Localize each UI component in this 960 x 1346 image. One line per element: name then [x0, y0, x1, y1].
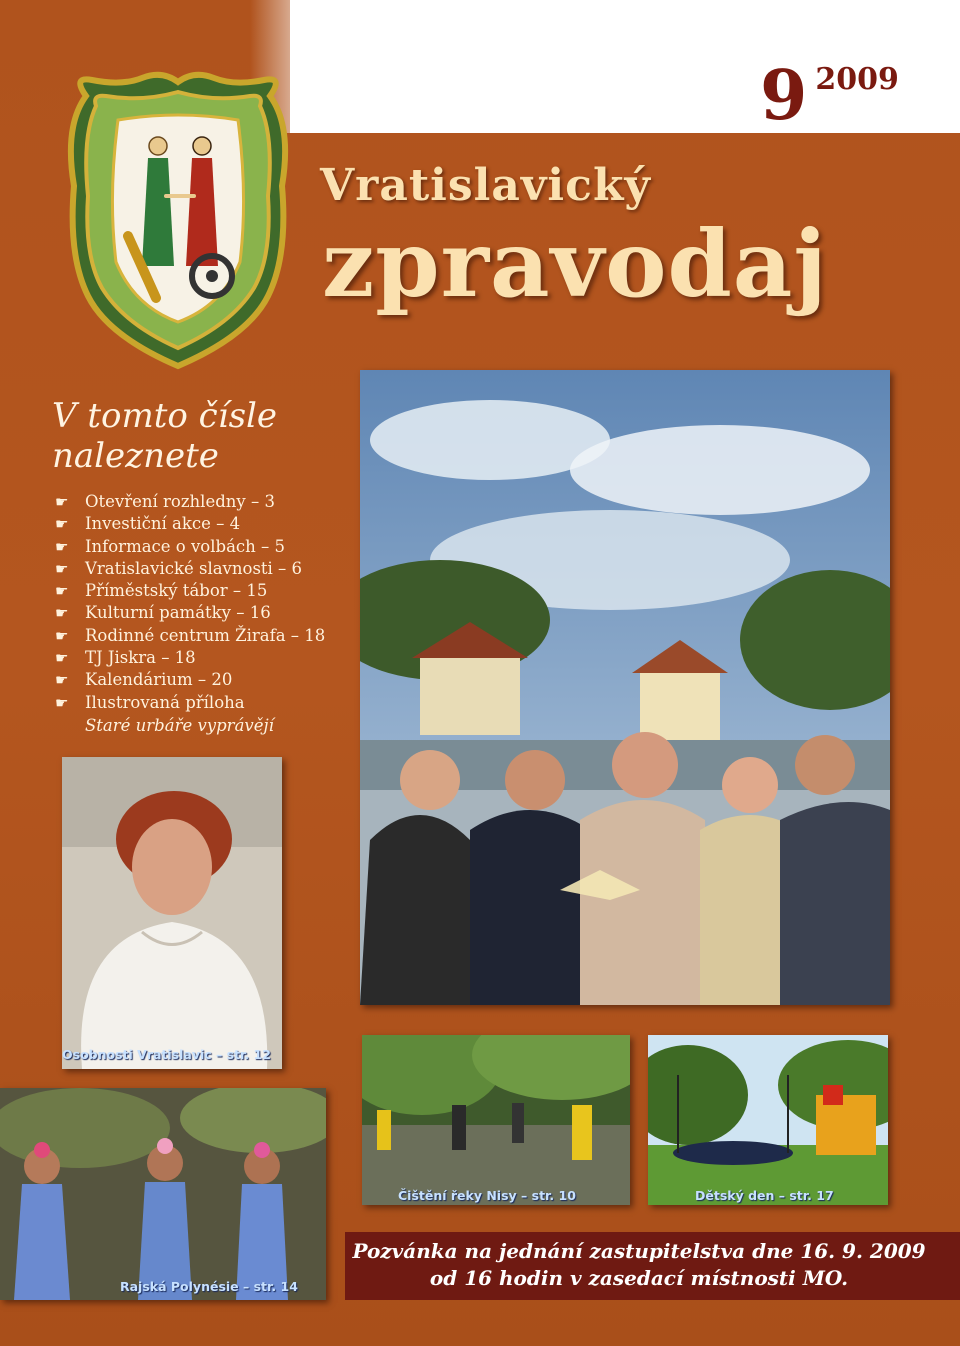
toc-item[interactable] — [55, 513, 365, 535]
toc-heading — [52, 396, 352, 476]
main-photo — [360, 370, 890, 1005]
invitation-text — [345, 1238, 933, 1292]
toc-item[interactable] — [55, 669, 365, 691]
toc-item-label: Kalendárium – 20 — [85, 670, 233, 690]
masthead-title-line2: zpravodaj — [322, 210, 828, 318]
pointing-hand-icon: ☛ — [55, 649, 69, 668]
pointing-hand-icon: ☛ — [55, 604, 69, 623]
toc-item-label: TJ Jiskra – 18 — [85, 648, 196, 668]
pointing-hand-icon: ☛ — [55, 671, 69, 690]
toc-item[interactable] — [55, 647, 365, 669]
toast-scene-image — [360, 370, 890, 1005]
pointing-hand-icon: ☛ — [55, 515, 69, 534]
toc-item-label: Rodinné centrum Žirafa – 18 — [85, 625, 326, 645]
river-cleaning-photo — [362, 1035, 630, 1205]
pointing-hand-icon: ☛ — [55, 537, 69, 556]
toc-item[interactable] — [55, 580, 365, 602]
toc-sub-item: Staré urbáře vyprávějí — [85, 716, 274, 735]
toc-item-label: Kulturní památky – 16 — [85, 603, 271, 623]
river-cleaning-image — [362, 1035, 630, 1205]
pointing-hand-icon: ☛ — [55, 582, 69, 601]
toc-item-label: Otevření rozhledny – 3 — [85, 492, 275, 511]
kids-caption: Dětský den – str. 17 — [695, 1188, 834, 1203]
pointing-hand-icon: ☛ — [55, 693, 69, 712]
pointing-hand-icon: ☛ — [55, 626, 69, 645]
pointing-hand-icon: ☛ — [55, 559, 69, 578]
toc-item[interactable] — [55, 625, 365, 647]
toc-item-label: Investiční akce – 4 — [85, 514, 241, 534]
portrait-photo — [62, 757, 282, 1069]
toc-item-label: Příměstský tábor – 15 — [85, 581, 268, 601]
toc-item[interactable] — [55, 602, 365, 624]
coat-of-arms-emblem — [62, 66, 294, 370]
portrait-caption: Osobnosti Vratislavic – str. 12 — [62, 1047, 271, 1062]
toc-heading-line2: naleznete — [52, 436, 219, 476]
polynesia-caption: Rajská Polynésie – str. 14 — [120, 1279, 298, 1294]
issue-year: 2009 — [815, 62, 899, 97]
invitation-line2: od 16 hodin v zasedací místnosti MO. — [429, 1266, 849, 1290]
toc-item[interactable] — [55, 558, 365, 580]
woman-portrait-image — [62, 757, 282, 1069]
toc-item[interactable] — [55, 692, 365, 714]
toc-item-label: Vratislavické slavnosti – 6 — [85, 558, 303, 578]
polynesia-dancers-image — [0, 1088, 326, 1300]
childrens-day-photo — [648, 1035, 888, 1205]
childrens-day-image — [648, 1035, 888, 1205]
issue-number: 9 — [760, 56, 808, 136]
toc-item-label: Ilustrovaná příloha — [85, 692, 245, 712]
river-caption: Čištění řeky Nisy – str. 10 — [398, 1188, 576, 1203]
masthead-title-line1: Vratislavický — [320, 160, 651, 211]
polynesia-photo — [0, 1088, 326, 1300]
pointing-hand-icon: ☛ — [55, 493, 69, 511]
toc-list — [55, 491, 365, 714]
issue-label — [760, 56, 899, 136]
toc-item[interactable] — [55, 491, 365, 513]
toc-heading-line1: V tomto čísle — [52, 396, 278, 436]
toc-item[interactable] — [55, 536, 365, 558]
invitation-line1: Pozvánka na jednání zastupitelstva dne 16. 9. 2009 — [352, 1239, 926, 1263]
toc-item-label: Informace o volbách – 5 — [85, 536, 286, 556]
